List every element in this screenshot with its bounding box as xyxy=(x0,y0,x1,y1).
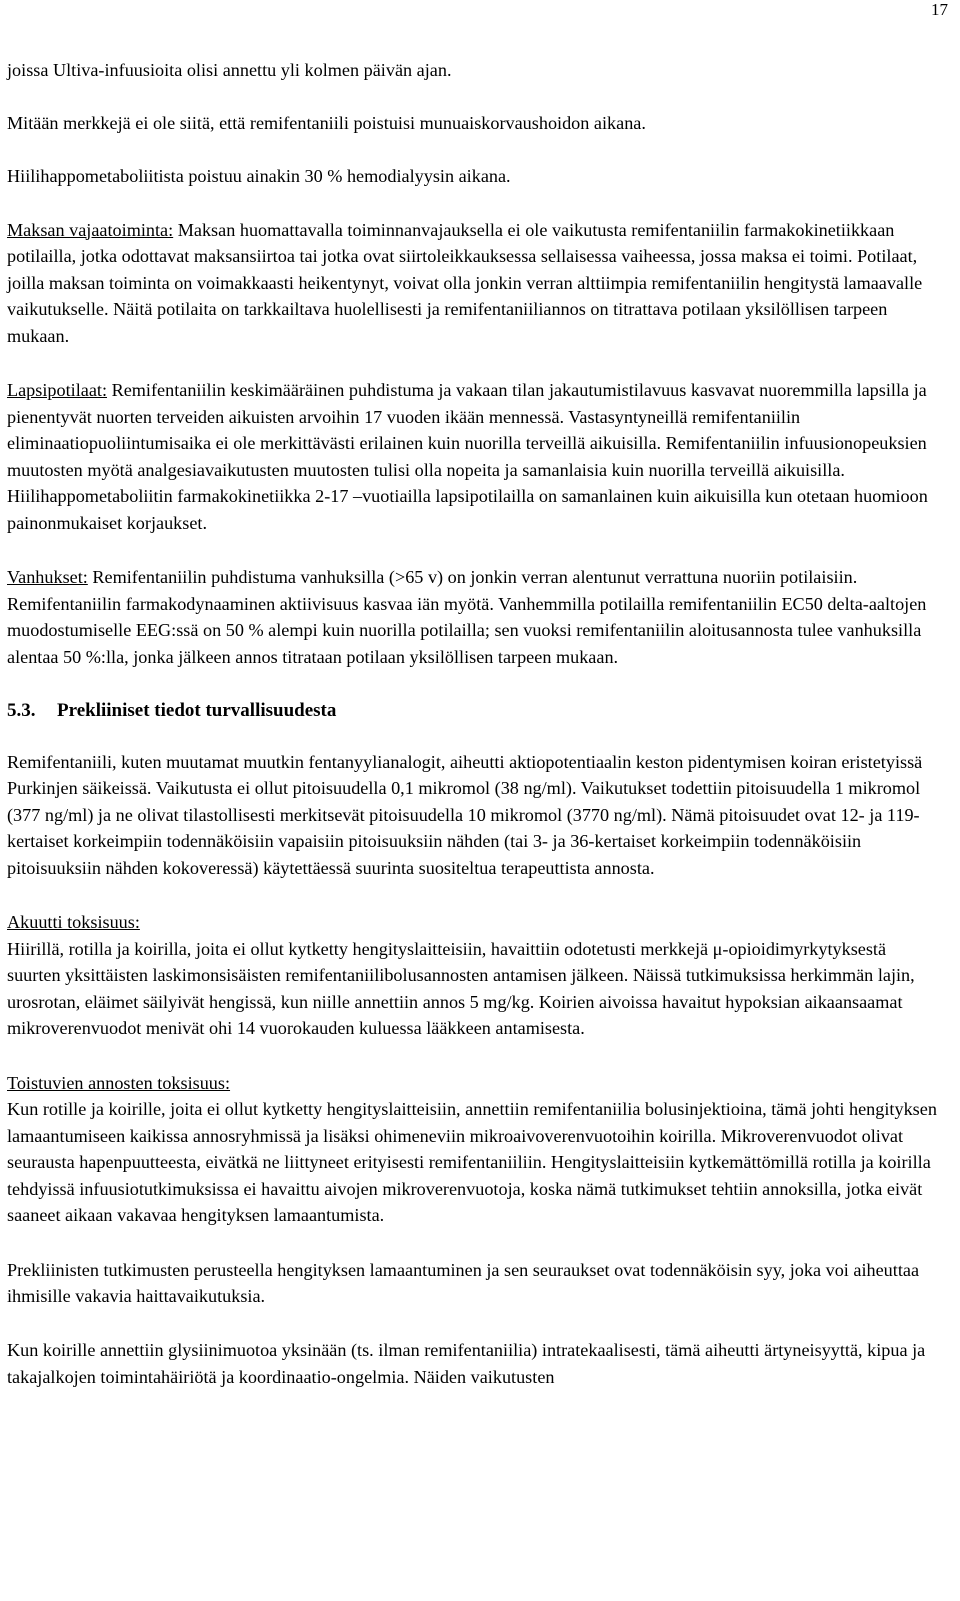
acute-heading: Akuutti toksisuus: xyxy=(7,912,140,933)
elderly-heading: Vanhukset: xyxy=(7,567,88,588)
elderly-text: Remifentaniilin puhdistuma vanhuksilla (>65 v) on jonkin verran alentunut verrattuna nuoriin potilaisiin. Remifentaniilin farmakodynaaminen aktiivisuus kasvaa iän myötä. Vanhemmilla potilailla remifentaniilin EC50 delta-aaltojen muodostumiselle EEG:ssä on 50 % alempi kuin nuorilla potilailla; sen vuoksi remifentaniilin aloitusannosta tulee vanhuksilla alentaa 50 %:lla, jonka jälkeen annos titrataan potilaan yksilöllisen tarpeen mukaan. xyxy=(7,567,927,667)
paragraph-repeated-dose xyxy=(7,1070,937,1230)
page-number: 17 xyxy=(931,0,948,19)
paragraph-dialysis: Mitään merkkejä ei ole siitä, että remifentaniili poistuisi munuaiskorvaushoidon aikana. xyxy=(7,113,646,134)
liver-heading: Maksan vajaatoiminta: xyxy=(7,219,174,240)
paragraph-purkinje: Remifentaniili, kuten muutamat muutkin fentanyylianalogit, aiheutti aktiopotentiaalin keston pidentymisen koiran eristetyissä Purkinjen säikeissä. Vaikutusta ei ollut pitoisuudella 0,1 mikromol (38 ng/ml). Vaikutukset todettiin pitoisuudella 1 mikromol (377 ng/ml) ja ne olivat tilastollisesti merkitsevät pitoisuudella 10 mikromol (3770 ng/ml). Nämä pitoisuudet ovat 12- ja 119-kertaiset korkeimpiin todennäköisiin vapaisiin pitoisuuksiin nähden (tai 3- ja 36-kertaiset korkeimpiin todennäköisiin pitoisuuksiin nähden kokoveressä) käytettäessä suurinta suositeltua terapeuttista annosta. xyxy=(7,751,923,878)
paragraph-metabolite: Hiilihappometaboliitista poistuu ainakin 30 % hemodialyysin aikana. xyxy=(7,166,511,187)
paragraph-liver-impairment xyxy=(7,217,937,350)
paragraph-ultiva: joissa Ultiva-infuusioita olisi annettu yli kolmen päivän ajan. xyxy=(7,60,452,80)
children-text: Remifentaniilin keskimääräinen puhdistuma ja vakaan tilan jakautumistilavuus kasvavat nuoremmilla lapsilla ja pienentyvät nuorten terveiden aikuisten arvoihin 17 vuoden ikään mennessä. Vastasyntyneillä remifentaniilin eliminaatiopuoliintumisaika ei ole merkittävästi erilainen kuin nuorilla terveillä aikuisilla. Remifentaniilin infuusionopeuksien muutosten myötä analgesiavaikutusten muutosten tulisi olla nopeita ja samanlaisia kuin nuorilla terveillä aikuisilla. Hiilihappometaboliitin farmakokinetiikka 2-17 –vuotiailla lapsipotilailla on samanlainen kuin aikuisilla kun otetaan huomioon painonmukaiset korjaukset. xyxy=(7,380,928,533)
section-number: 5.3. xyxy=(7,699,36,721)
repeated-heading: Toistuvien annosten toksisuus: xyxy=(7,1072,231,1093)
paragraph-elderly xyxy=(7,564,937,670)
section-heading xyxy=(7,698,937,725)
repeated-text: Kun rotille ja koirille, joita ei ollut kytketty hengityslaitteisiin, annettiin remifentaniilia bolusinjektioina, tämä johti hengityksen lamaantumiseen kaikissa annosryhmissä ja lisäksi ohimeneviin mikroaivoverenvuotoihin koirilla. Mikroverenvuodot olivat seurausta hapenpuutteesta, eivätkä ne liittyneet erityisesti remifentaniiliin. Hengityslaitteisiin kytkemättömillä rotilla ja koirilla tehdyissä infuusiotutkimuksissa ei havaittu aivojen mikroverenvuotoja, koska nämä tutkimukset tehtiin annoksilla, jotka eivät saaneet aikaan vakavaa hengityksen lamaantumista. xyxy=(7,1099,937,1226)
paragraph-intrathecal: Kun koirille annettiin glysiinimuotoa yksinään (ts. ilman remifentaniilia) intratekaalisesti, tämä aiheutti ärtyneisyyttä, kipua ja takajalkojen toimintahäiriötä ja koordinaatio-ongelmia. Näiden vaikutusten xyxy=(7,1340,926,1387)
section-title: Prekliiniset tiedot turvallisuudesta xyxy=(57,699,337,721)
liver-text: Maksan huomattavalla toiminnanvajauksella ei ole vaikutusta remifentaniilin farmakokinetiikkaan potilailla, jotka odottavat maksansiirtoa tai jotka ovat siirtoleikkauksessa sellaisessa vaiheessa, jossa maksa ei toimi. Potilaat, joilla maksan toiminta on voimakkaasti heikentynyt, voivat olla jonkin verran alttiimpia remifentaniilin hengitystä lamaavalle vaikutukselle. Näitä potilaita on tarkkailtava huolellisesti ja remifentaniiliannos on titrattava potilaan yksilöllisen tarpeen mukaan. xyxy=(7,219,923,346)
paragraph-preclinical: Prekliinisten tutkimusten perusteella hengityksen lamaantuminen ja sen seuraukset ovat todennäköisin syy, joka voi aiheuttaa ihmisille vakavia haittavaikutuksia. xyxy=(7,1259,920,1307)
document-body xyxy=(7,57,937,1417)
children-heading: Lapsipotilaat: xyxy=(7,380,108,401)
paragraph-children xyxy=(7,377,937,537)
paragraph-acute-toxicity xyxy=(7,909,937,1042)
acute-text: Hiirillä, rotilla ja koirilla, joita ei ollut kytketty hengityslaitteisiin, havaittiin odotetusti merkkejä μ-opioidimyrkytyksestä suurten yksittäisten laskimonsisäisten remifentaniilibolusannosten antamisen jälkeen. Näissä tutkimuksissa herkimmän lajin, urosrotan, eläimet säilyivät hengissä, kun niille annettiin annos 5 mg/kg. Koirien aivoissa havaitut hypoksian aikaansaamat mikroverenvuodot menivät ohi 14 vuorokauden kuluessa lääkkeen antamisesta. xyxy=(7,938,915,1039)
